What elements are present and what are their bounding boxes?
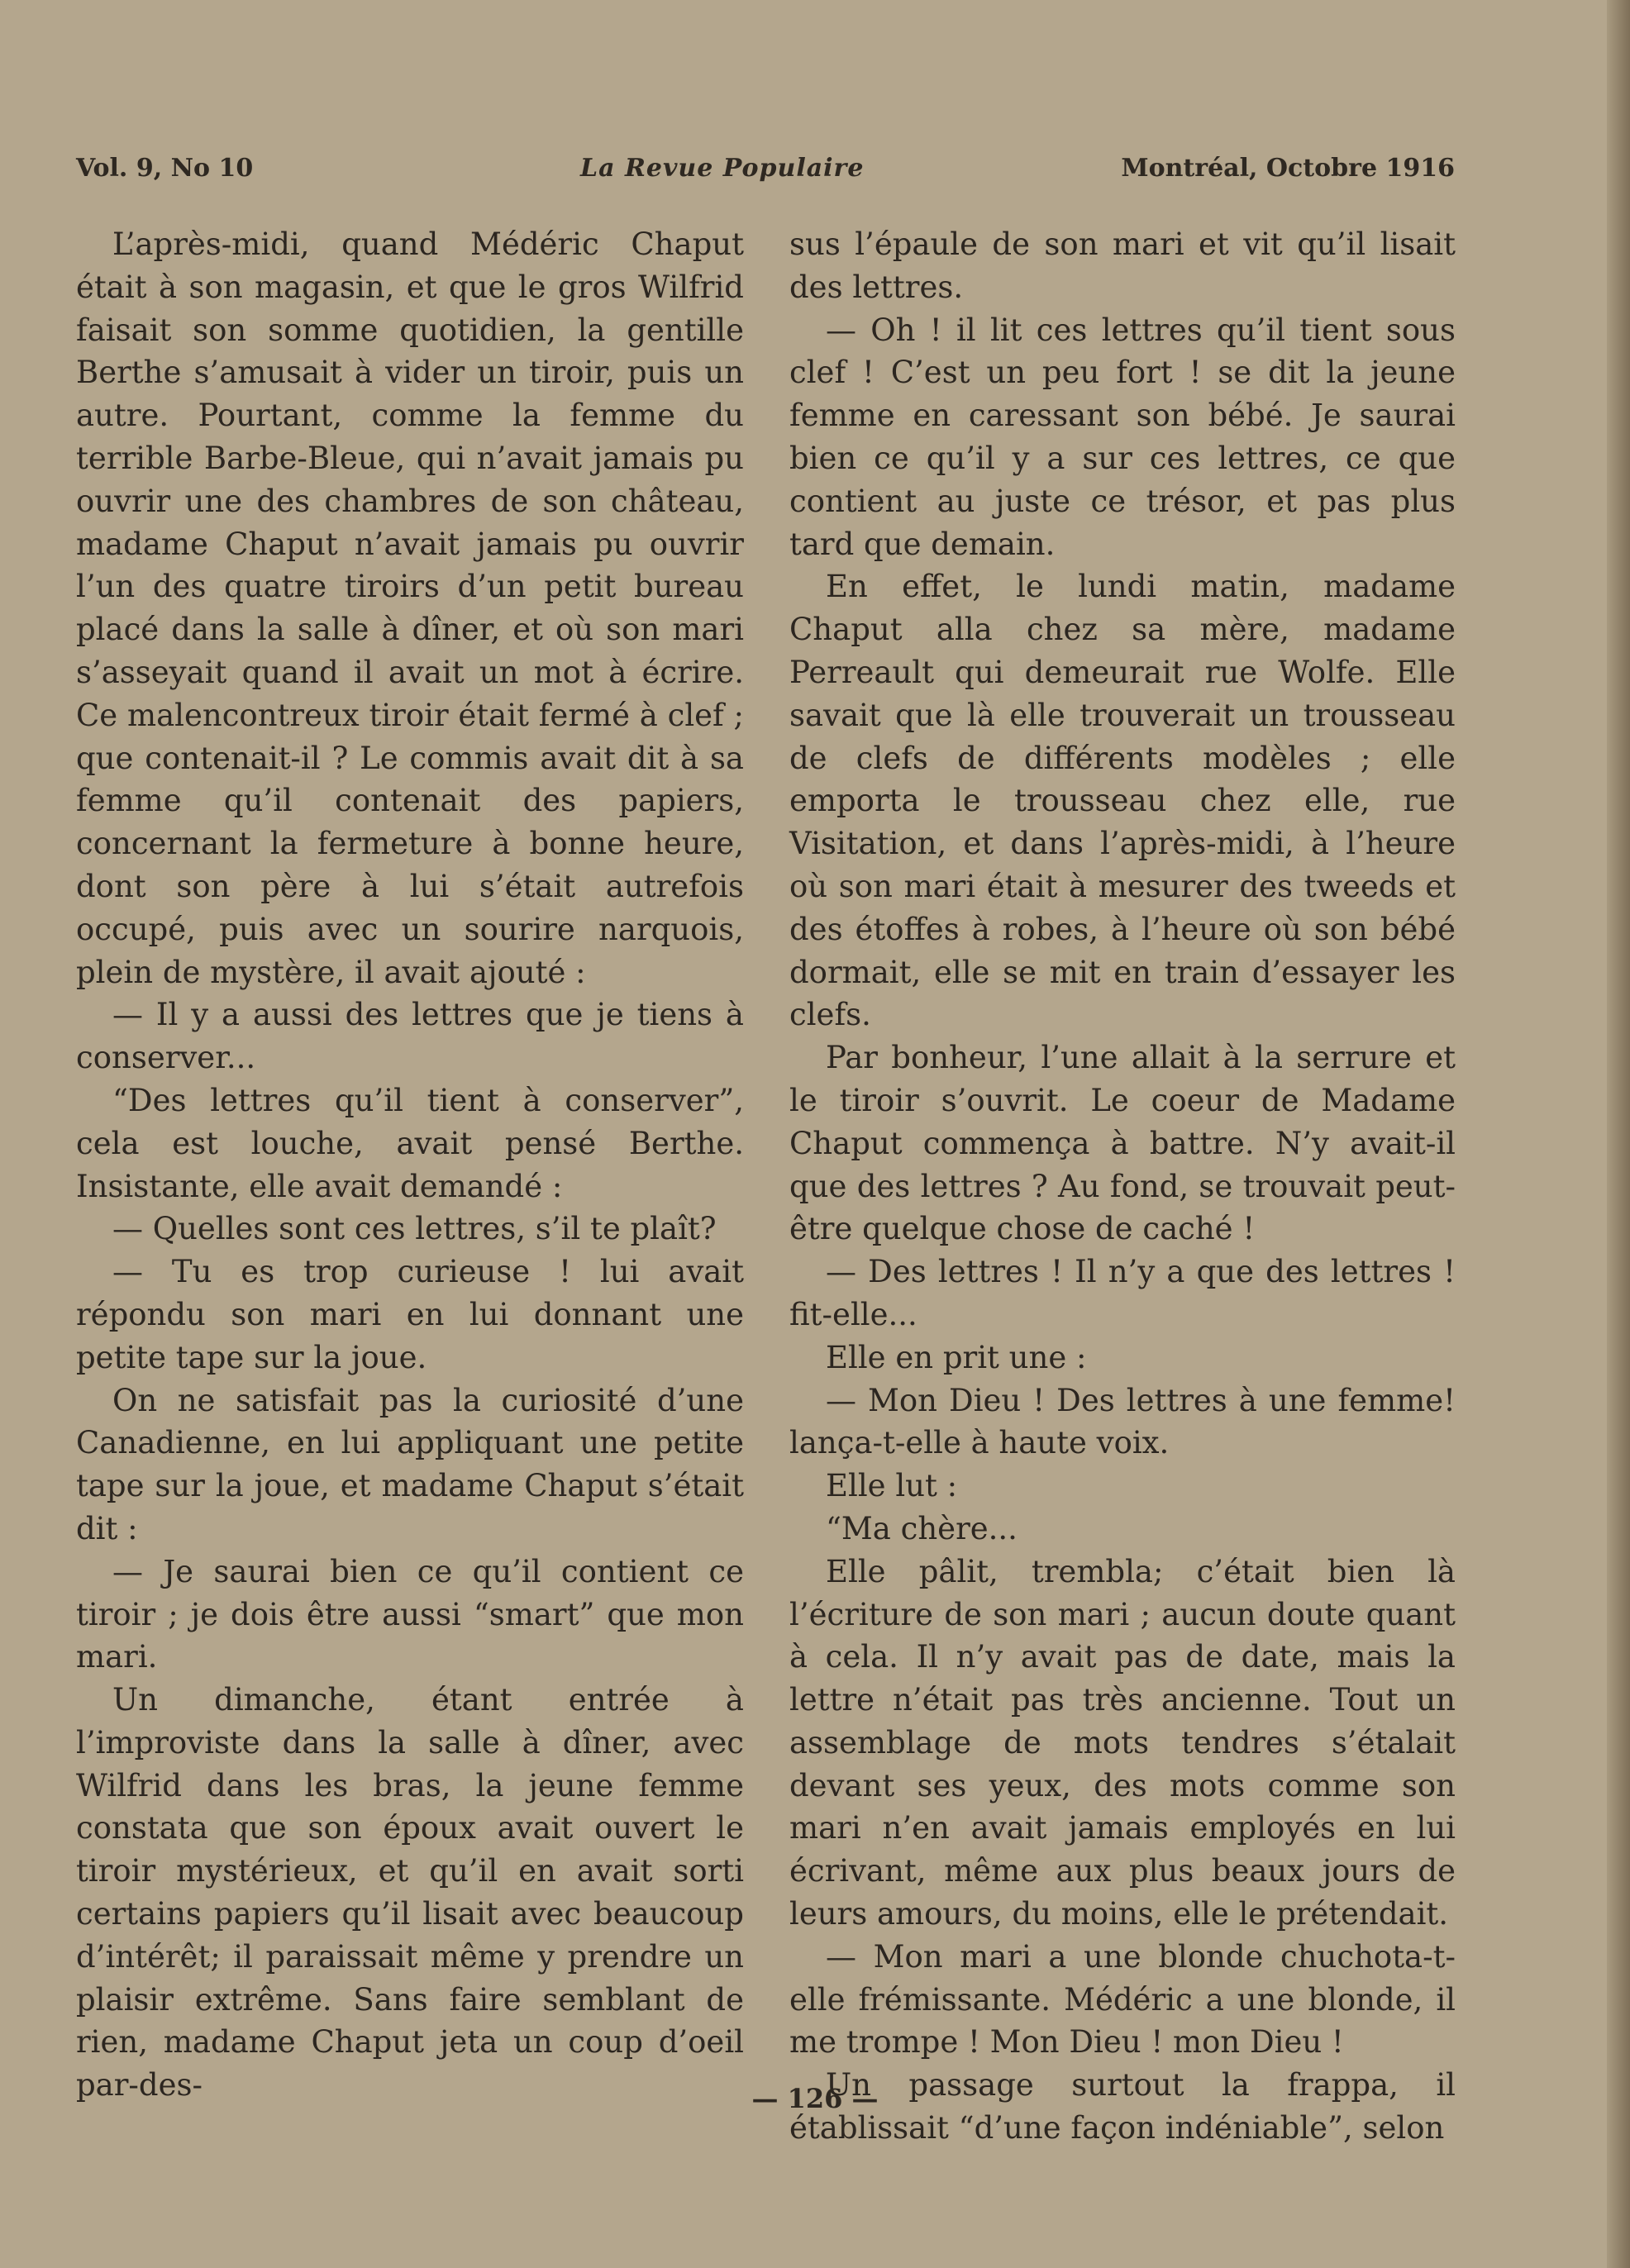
paragraph: “Des lettres qu’il tient à conserver”, cela est louche, avait pensé Berthe. Insistante, elle avait demandé :	[76, 1082, 744, 1204]
page-edge	[1607, 0, 1630, 2268]
publication-title: La Revue Populaire	[580, 154, 865, 183]
paragraph: — Des lettres ! Il n’y a que des lettres ! fit-elle...	[789, 1254, 1456, 1332]
paragraph: — Quelles sont ces lettres, s’il te plaît?	[112, 1211, 717, 1247]
page-number: — 126 —	[751, 2083, 879, 2114]
paragraph: Elle lut :	[826, 1468, 958, 1504]
left-column	[76, 223, 744, 2107]
right-column	[789, 223, 1456, 2150]
paragraph: — Tu es trop curieuse ! lui avait répondu son mari en lui donnant une petite tape sur la joue.	[76, 1254, 744, 1375]
paragraph: — Mon Dieu ! Des lettres à une femme! lança-t-elle à haute voix.	[789, 1382, 1456, 1461]
paragraph: Un dimanche, étant entrée à l’improviste dans la salle à dîner, avec Wilfrid dans les bras, la jeune femme constata que son époux avait ouvert le tiroir mystérieux, et qu’il en avait sorti certains papiers qu’il lisait avec beaucoup d’intérêt; il paraissait même y prendre un plaisir extrême. Sans faire semblant de rien, madame Chaput jeta un coup d’oeil par-des-	[76, 1682, 744, 2104]
paragraph: — Mon mari a une blonde chuchota-t-elle frémissante. Médéric a une blonde, il me trompe ! Mon Dieu ! mon Dieu !	[789, 1938, 1456, 2061]
paragraph: Elle pâlit, trembla; c’était bien là l’écriture de son mari ; aucun doute quant à cela. Il n’y avait pas de date, mais la lettre n’était pas très ancienne. Tout un assemblage de mots tendres s’étalait devant ses yeux, des mots comme son mari n’en avait jamais employés en lui écrivant, même aux plus beaux jours de leurs amours, du moins, elle le prétendait.	[789, 1553, 1456, 1932]
paragraph: Un passage surtout la frappa, il établissait “d’une façon indéniable”, selon	[789, 2067, 1456, 2146]
paragraph: Par bonheur, l’une allait à la serrure et le tiroir s’ouvrit. Le coeur de Madame Chaput commença à battre. N’y avait-il que des lettres ? Au fond, se trouvait peut-être quelque chose de caché !	[789, 1040, 1456, 1247]
paragraph: — Oh ! il lit ces lettres qu’il tient sous clef ! C’est un peu fort ! se dit la jeune femme en caressant son bébé. Je saurai bien ce qu’il y a sur ces lettres, ce que contient au juste ce trésor, et pas plus tard que demain.	[789, 312, 1456, 562]
paragraph: L’après-midi, quand Médéric Chaput était à son magasin, et que le gros Wilfrid faisait son somme quotidien, la gentille Berthe s’amusait à vider un tiroir, puis un autre. Pourtant, comme la femme du terrible Barbe-Bleue, qui n’avait jamais pu ouvrir une des chambres de son château, madame Chaput n’avait jamais pu ouvrir l’un des quatre tiroirs d’un petit bureau placé dans la salle à dîner, et où son mari s’asseyait quand il avait un mot à écrire. Ce malencontreux tiroir était fermé à clef ; que contenait-il ? Le commis avait dit à sa femme qu’il contenait des papiers, concernant la fermeture à bonne heure, dont son père à lui s’était autrefois occupé, puis avec un sourire narquois, plein de mystère, il avait ajouté :	[76, 226, 744, 990]
paragraph: “Ma chère...	[826, 1510, 1018, 1546]
paragraph: Elle en prit une :	[826, 1339, 1087, 1375]
paragraph: On ne satisfait pas la curiosité d’une Canadienne, en lui appliquant une petite tape sur la joue, et madame Chaput s’était dit :	[76, 1382, 744, 1546]
paragraph: sus l’épaule de son mari et vit qu’il lisait des lettres.	[789, 226, 1456, 305]
issue-date: Montréal, Octobre 1916	[1121, 154, 1455, 183]
volume-number: Vol. 9, No 10	[76, 154, 254, 183]
paragraph: En effet, le lundi matin, madame Chaput alla chez sa mère, madame Perreault qui demeurait rue Wolfe. Elle savait que là elle trouverait un trousseau de clefs de différents modèles ; elle emporta le trousseau chez elle, rue Visitation, et dans l’après-midi, à l’heure où son mari était à mesurer des tweeds et des étoffes à robes, à l’heure où son bébé dormait, elle se mit en train d’essayer les clefs.	[789, 569, 1456, 1033]
paragraph: — Je saurai bien ce qu’il contient ce tiroir ; je dois être aussi “smart” que mon mari.	[76, 1553, 744, 1675]
paragraph: — Il y a aussi des lettres que je tiens à conserver...	[76, 997, 744, 1076]
running-header	[76, 154, 1455, 187]
